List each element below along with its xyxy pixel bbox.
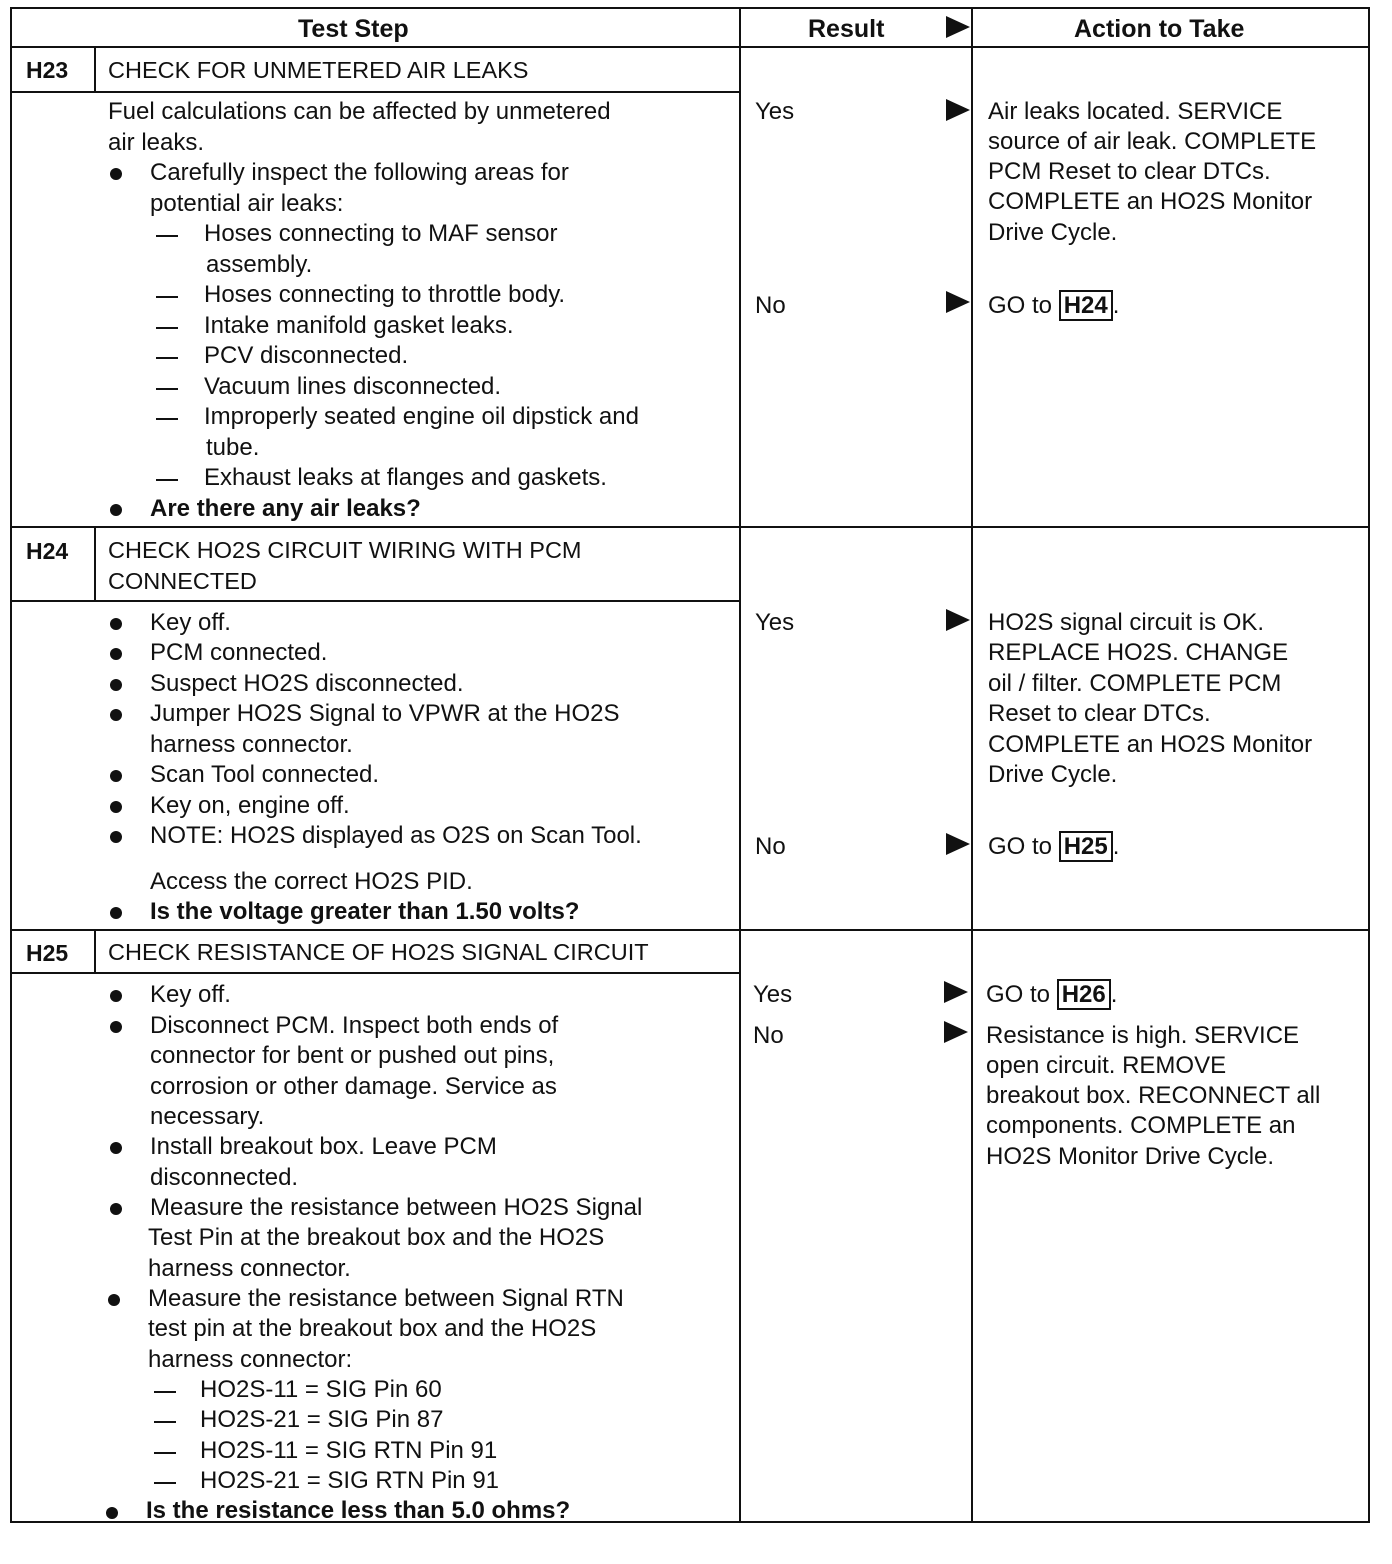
goto-period: . bbox=[1112, 292, 1120, 319]
header-divider bbox=[10, 46, 1370, 48]
bullet-icon bbox=[110, 1203, 122, 1215]
h25-dash1: HO2S-11 = SIG Pin 60 bbox=[200, 1376, 442, 1403]
bullet-icon bbox=[110, 770, 122, 782]
dash-icon bbox=[156, 296, 178, 298]
h24-access: Access the correct HO2S PID. bbox=[150, 868, 473, 895]
h23-dash3: Intake manifold gasket leaks. bbox=[204, 312, 514, 339]
goto-label: GO to bbox=[986, 981, 1051, 1008]
h25-bullet1: Key off. bbox=[150, 981, 231, 1008]
h23-dash1-line2: assembly. bbox=[206, 251, 313, 278]
h25-no-action-line4: components. COMPLETE an bbox=[986, 1112, 1296, 1139]
h25-title-underline bbox=[10, 972, 740, 974]
h23-dash6-line1: Improperly seated engine oil dipstick and bbox=[204, 403, 639, 430]
dash-icon bbox=[154, 1391, 176, 1393]
bullet-icon bbox=[110, 504, 122, 516]
goto-period: . bbox=[1112, 833, 1120, 860]
h24-result-yes: Yes bbox=[755, 609, 795, 636]
step-title-h23: CHECK FOR UNMETERED AIR LEAKS bbox=[108, 57, 529, 83]
header-test-step: Test Step bbox=[298, 15, 409, 43]
h24-bullet1: Key off. bbox=[150, 609, 231, 636]
h24-bottom-divider bbox=[10, 929, 1370, 931]
h23-dash6-line2: tube. bbox=[206, 434, 260, 461]
h25-bullet4-line3: harness connector. bbox=[148, 1255, 351, 1282]
h24-yes-action-line6: Drive Cycle. bbox=[988, 761, 1118, 788]
column-divider-result bbox=[739, 7, 741, 1523]
h25-bullet2-line4: necessary. bbox=[150, 1103, 265, 1130]
h23-bullet1-line1: Carefully inspect the following areas for bbox=[150, 159, 569, 186]
h25-dash3: HO2S-11 = SIG RTN Pin 91 bbox=[200, 1437, 498, 1464]
header-result: Result bbox=[808, 15, 885, 43]
h24-result-no: No bbox=[755, 833, 786, 860]
h23-dash5: Vacuum lines disconnected. bbox=[204, 373, 502, 400]
h25-no-action-line1: Resistance is high. SERVICE bbox=[986, 1022, 1300, 1049]
h24-bullet4-line2: harness connector. bbox=[150, 731, 353, 758]
bullet-icon bbox=[110, 801, 122, 813]
bullet-icon bbox=[110, 1142, 122, 1154]
step-title-h24-line1: CHECK HO2S CIRCUIT WIRING WITH PCM bbox=[108, 537, 582, 563]
h25-no-action-line3: breakout box. RECONNECT all bbox=[986, 1082, 1321, 1109]
h23-yes-action-line4: COMPLETE an HO2S Monitor bbox=[988, 188, 1313, 215]
h23-id-divider bbox=[94, 46, 96, 91]
result-arrow-icon bbox=[946, 609, 970, 631]
h25-dash4: HO2S-21 = SIG RTN Pin 91 bbox=[200, 1467, 500, 1494]
bullet-icon bbox=[108, 1294, 120, 1306]
h24-bullet3: Suspect HO2S disconnected. bbox=[150, 670, 464, 697]
h25-no-action-line2: open circuit. REMOVE bbox=[986, 1052, 1227, 1079]
header-action: Action to Take bbox=[1074, 15, 1245, 43]
h24-yes-action-line1: HO2S signal circuit is OK. bbox=[988, 609, 1265, 636]
h24-bullet6: Key on, engine off. bbox=[150, 792, 350, 819]
h25-bullet5-line3: harness connector: bbox=[148, 1346, 353, 1373]
dash-icon bbox=[154, 1482, 176, 1484]
bullet-icon bbox=[110, 831, 122, 843]
h24-bullet4-line1: Jumper HO2S Signal to VPWR at the HO2S bbox=[150, 700, 620, 727]
bullet-icon bbox=[110, 168, 122, 180]
h24-yes-action-line5: COMPLETE an HO2S Monitor bbox=[988, 731, 1313, 758]
step-id-h24: H24 bbox=[26, 538, 69, 564]
table-border-left bbox=[10, 7, 12, 1523]
table-border-top bbox=[10, 7, 1370, 9]
h25-result-yes: Yes bbox=[753, 981, 793, 1008]
h23-intro-line1: Fuel calculations can be affected by unmetered bbox=[108, 98, 611, 125]
step-title-h24-line2: CONNECTED bbox=[108, 568, 257, 594]
step-id-h23: H23 bbox=[26, 57, 69, 83]
h23-dash7: Exhaust leaks at flanges and gaskets. bbox=[204, 464, 607, 491]
step-id-h25: H25 bbox=[26, 940, 69, 966]
h23-bullet1-line2: potential air leaks: bbox=[150, 190, 344, 217]
dash-icon bbox=[156, 327, 178, 329]
h23-title-underline bbox=[10, 91, 740, 93]
result-arrow-icon bbox=[944, 981, 968, 1003]
table-border-right bbox=[1368, 7, 1370, 1523]
h24-question: Is the voltage greater than 1.50 volts? bbox=[150, 898, 580, 925]
dash-icon bbox=[156, 479, 178, 481]
h24-id-divider bbox=[94, 527, 96, 602]
h25-yes-action bbox=[986, 980, 1117, 1011]
h25-dash2: HO2S-21 = SIG Pin 87 bbox=[200, 1406, 444, 1433]
h25-bullet5-line1: Measure the resistance between Signal RTN bbox=[148, 1285, 624, 1312]
result-arrow-icon bbox=[946, 291, 970, 313]
h25-bullet2-line3: corrosion or other damage. Service as bbox=[150, 1073, 557, 1100]
h24-yes-action-line2: REPLACE HO2S. CHANGE bbox=[988, 639, 1289, 666]
bullet-icon bbox=[106, 1507, 118, 1519]
column-divider-action bbox=[971, 7, 973, 1523]
result-arrow-icon bbox=[944, 1021, 968, 1043]
h25-bullet4-line2: Test Pin at the breakout box and the HO2S bbox=[148, 1224, 605, 1251]
dash-icon bbox=[156, 388, 178, 390]
bullet-icon bbox=[110, 709, 122, 721]
header-arrow-icon bbox=[946, 16, 970, 38]
h23-yes-action-line1: Air leaks located. SERVICE bbox=[988, 98, 1283, 125]
bullet-icon bbox=[110, 907, 122, 919]
h24-bullet2: PCM connected. bbox=[150, 639, 328, 666]
h23-dash2: Hoses connecting to throttle body. bbox=[204, 281, 566, 308]
h25-no-action-line5: HO2S Monitor Drive Cycle. bbox=[986, 1143, 1275, 1170]
h23-question: Are there any air leaks? bbox=[150, 495, 421, 522]
step-title-h25: CHECK RESISTANCE OF HO2S SIGNAL CIRCUIT bbox=[108, 939, 649, 965]
h24-bullet7: NOTE: HO2S displayed as O2S on Scan Tool. bbox=[150, 822, 642, 849]
result-arrow-icon bbox=[946, 833, 970, 855]
dash-icon bbox=[154, 1421, 176, 1423]
step-ref-h26[interactable]: H26 bbox=[1057, 979, 1111, 1010]
bullet-icon bbox=[110, 618, 122, 630]
h25-bullet4-line1: Measure the resistance between HO2S Signal bbox=[150, 1194, 643, 1221]
h24-title-underline bbox=[10, 600, 740, 602]
bullet-icon bbox=[110, 679, 122, 691]
h23-dash4: PCV disconnected. bbox=[204, 342, 409, 369]
h23-result-no: No bbox=[755, 292, 786, 319]
h25-result-no: No bbox=[753, 1022, 784, 1049]
h23-yes-action-line5: Drive Cycle. bbox=[988, 219, 1118, 246]
h24-no-action bbox=[988, 832, 1119, 863]
bullet-icon bbox=[110, 990, 122, 1002]
h23-intro-line2: air leaks. bbox=[108, 129, 205, 156]
h25-bullet5-line2: test pin at the breakout box and the HO2S bbox=[148, 1315, 597, 1342]
h23-yes-action-line3: PCM Reset to clear DTCs. bbox=[988, 158, 1271, 185]
h24-yes-action-line4: Reset to clear DTCs. bbox=[988, 700, 1211, 727]
step-ref-h24[interactable]: H24 bbox=[1059, 290, 1113, 321]
h25-bullet2-line1: Disconnect PCM. Inspect both ends of bbox=[150, 1012, 559, 1039]
h23-no-action bbox=[988, 291, 1119, 322]
h25-bullet3-line2: disconnected. bbox=[150, 1164, 299, 1191]
h23-yes-action-line2: source of air leak. COMPLETE bbox=[988, 128, 1317, 155]
dash-icon bbox=[154, 1452, 176, 1454]
goto-period: . bbox=[1110, 981, 1118, 1008]
h24-yes-action-line3: oil / filter. COMPLETE PCM bbox=[988, 670, 1282, 697]
dash-icon bbox=[156, 235, 178, 237]
h23-dash1-line1: Hoses connecting to MAF sensor bbox=[204, 220, 558, 247]
goto-label: GO to bbox=[988, 292, 1053, 319]
dash-icon bbox=[156, 357, 178, 359]
bullet-icon bbox=[110, 1021, 122, 1033]
h25-question: Is the resistance less than 5.0 ohms? bbox=[146, 1497, 571, 1524]
result-arrow-icon bbox=[946, 99, 970, 121]
h25-id-divider bbox=[94, 930, 96, 974]
bullet-icon bbox=[110, 648, 122, 660]
h23-result-yes: Yes bbox=[755, 98, 795, 125]
dash-icon bbox=[156, 418, 178, 420]
step-ref-h25[interactable]: H25 bbox=[1059, 831, 1113, 862]
h23-bottom-divider bbox=[10, 526, 1370, 528]
h25-bullet2-line2: connector for bent or pushed out pins, bbox=[150, 1042, 555, 1069]
h24-bullet5: Scan Tool connected. bbox=[150, 761, 380, 788]
goto-label: GO to bbox=[988, 833, 1053, 860]
h25-bullet3-line1: Install breakout box. Leave PCM bbox=[150, 1133, 497, 1160]
